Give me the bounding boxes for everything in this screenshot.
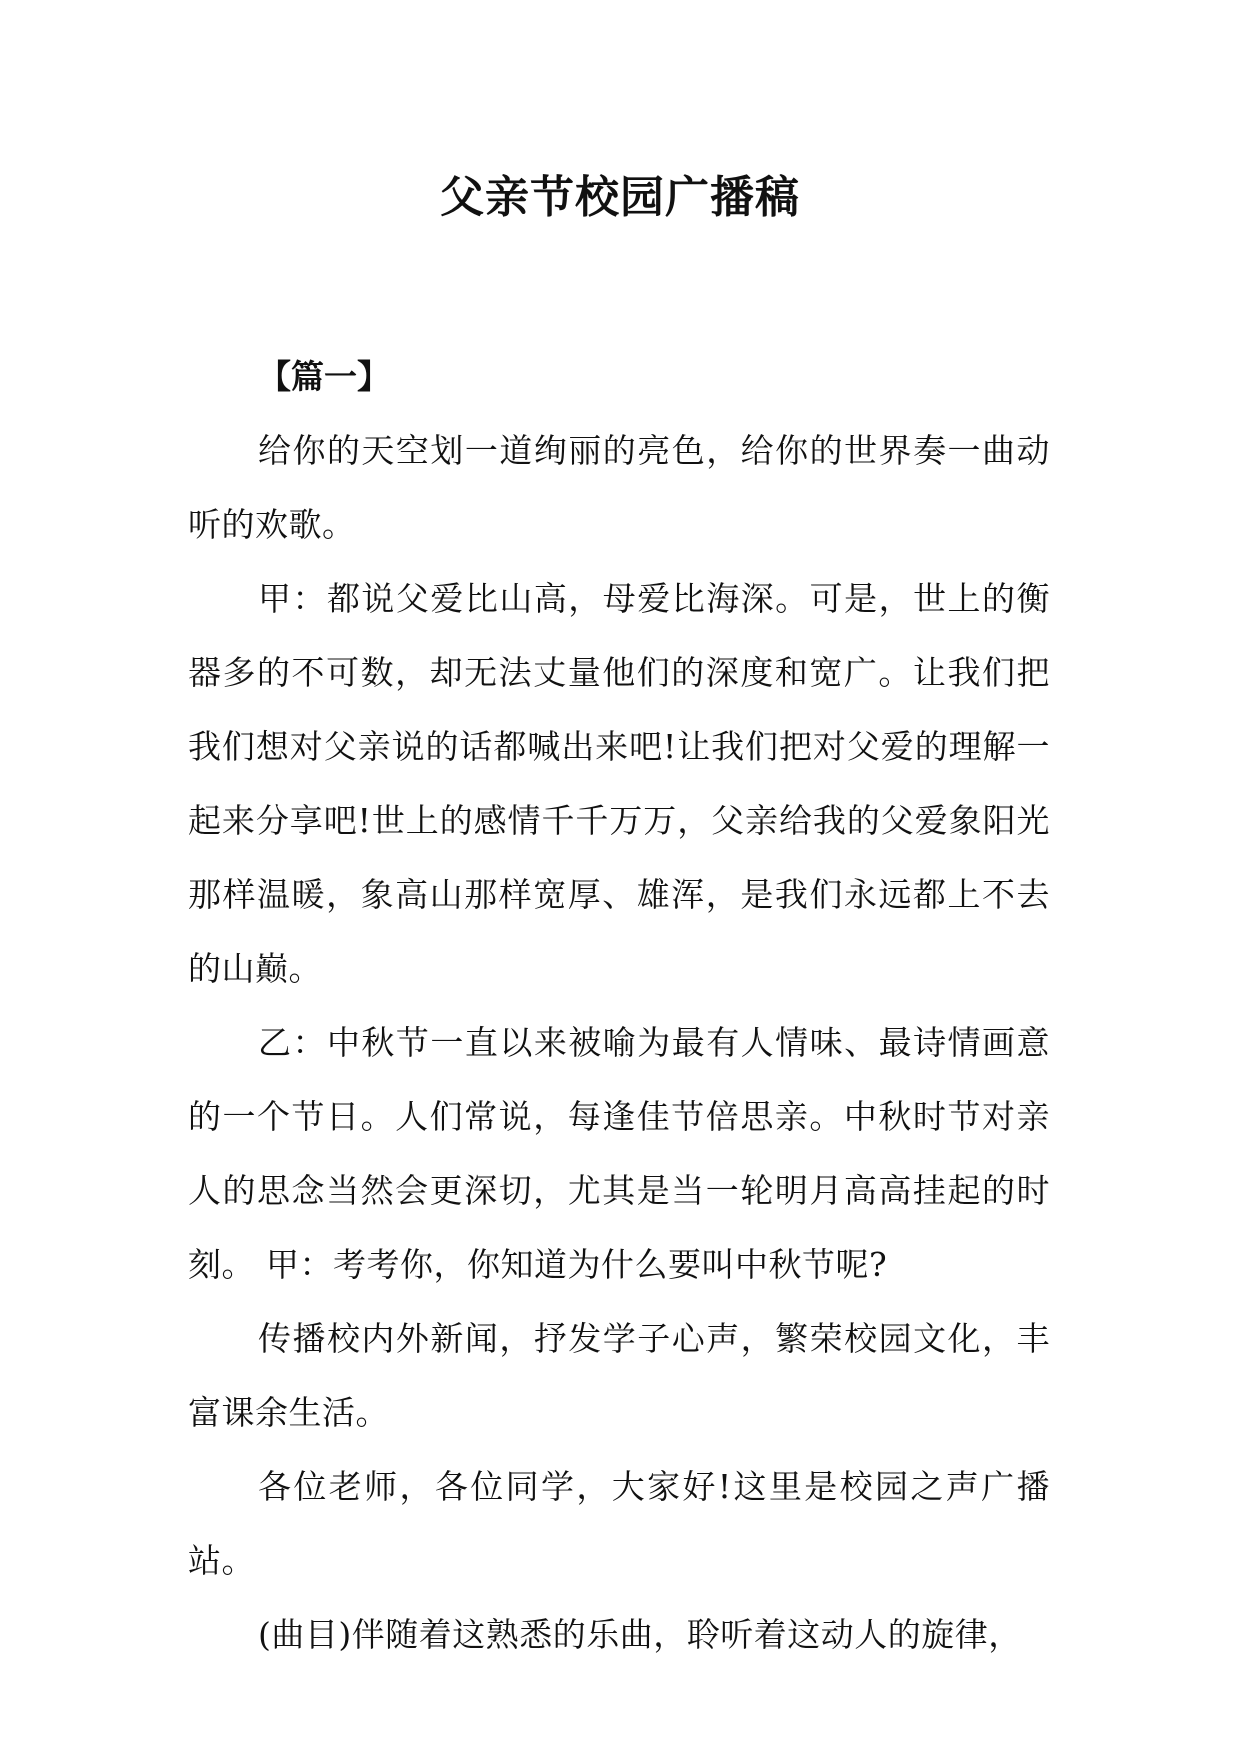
paragraph-1: 给你的天空划一道绚丽的亮色，给你的世界奏一曲动听的欢歌。	[188, 431, 1050, 544]
section-label: 【篇一】	[258, 357, 390, 396]
document-title: 父亲节校园广播稿	[440, 172, 800, 223]
paragraph-6: (曲目)伴随着这熟悉的乐曲，聆听着这动人的旋律，	[258, 1615, 1022, 1654]
paragraph-3: 乙：中秋节一直以来被喻为最有人情味、最诗情画意的一个节日。人们常说，每逢佳节倍思亲。中秋时节对亲人的思念当然会更深切，尤其是当一轮明月高高挂起的时刻。 甲：考考你，你知道为什么要叫中秋节呢?	[188, 1023, 1050, 1284]
paragraph-5: 各位老师，各位同学，大家好!这里是校园之声广播站。	[188, 1467, 1050, 1580]
document-body	[188, 340, 1050, 1672]
paragraph-4: 传播校内外新闻，抒发学子心声，繁荣校园文化，丰富课余生活。	[188, 1319, 1050, 1432]
paragraph-2: 甲：都说父爱比山高，母爱比海深。可是，世上的衡器多的不可数，却无法丈量他们的深度和宽广。让我们把我们想对父亲说的话都喊出来吧!让我们把对父爱的理解一起来分享吧!世上的感情千千万万，父亲给我的父爱象阳光那样温暖，象高山那样宽厚、雄浑，是我们永远都上不去的山巅。	[188, 579, 1050, 988]
